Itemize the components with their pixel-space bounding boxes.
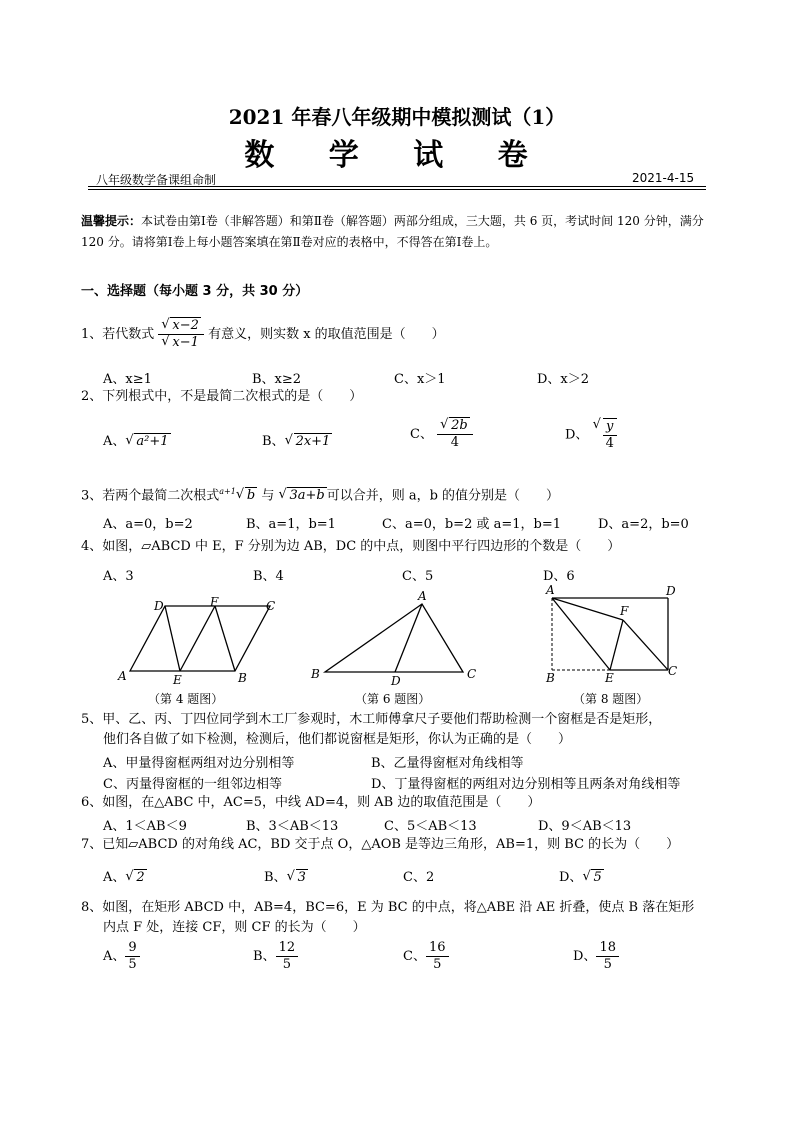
question-3 [81,482,559,506]
question-2: 2、下列根式中，不是最简二次根式的是（ ） [81,389,363,404]
q8-option-d-label: D、 [573,949,597,964]
q2-option-d-label: D、 [565,427,589,443]
q5-option-b: B、乙量得窗框对角线相等 [371,756,524,771]
q1-denominator: x−1 [172,335,199,350]
q3-root-index: a+1 [219,487,236,496]
q8-option-a-den: 5 [128,957,137,972]
fig4-label-d: D [154,599,164,613]
q7-option-d-radicand: 5 [593,870,602,885]
fig8-label-e: E [605,671,614,685]
q8-option-b-num: 12 [276,940,299,957]
q8-option-b-label: B、 [253,949,276,964]
q4-option-a: A、3 [103,569,134,584]
q3-option-d: D、a=2，b=0 [598,517,689,532]
fig4-label-a: A [118,669,127,683]
q6-option-d: D、9＜AB＜13 [538,819,632,834]
q1-suffix: 有意义，则实数 x 的取值范围是（ ） [208,327,445,342]
q7-option-b [264,866,308,885]
notice-text: 本试卷由第Ⅰ卷（非解答题）和第Ⅱ卷（解答题）两部分组成，三大题，共 6 页，考试时间 120 分钟，满分 120 分。请将第Ⅰ卷上每小题答案填在第Ⅱ卷对应的表格中，不得答在第Ⅰ卷上。 [81,214,704,249]
q8-option-a [103,940,140,973]
exam-subtitle: 数 学 试 卷 [244,138,550,173]
fig4-label-c: C [266,599,276,613]
fig6-caption: （第 6 题图） [355,692,431,706]
exam-title: 2021 年春八年级期中模拟测试（1） [228,105,566,129]
q1-option-a: A、x≥1 [103,372,152,387]
figure-6 [305,586,485,686]
notice-label: 温馨提示： [81,214,142,228]
q1-fraction [158,318,204,351]
fig4-label-f: F [210,596,219,609]
question-6: 6、如图，在△ABC 中，AC=5，中线 AD=4，则 AB 边的取值范围是（ ） [81,795,541,810]
fig4-caption: （第 4 题图） [148,692,224,706]
question-5-line1: 5、甲、乙、丙、丁四位同学到木工厂参观时，木工师傅拿尺子要他们帮助检测一个窗框是否是矩形， [81,712,662,727]
fig6-label-b: B [311,667,320,681]
q2-option-a [103,430,171,449]
q2-option-a-radicand: a²+1 [136,434,169,449]
q7-option-b-label: B、 [264,870,287,885]
q8-option-c-num: 16 [426,940,449,957]
q8-option-c-den: 5 [433,957,442,972]
q7-option-a-radicand: 2 [136,870,145,885]
q2-option-c-numerator: 2b [451,418,468,433]
q1-prefix: 1、若代数式 [81,327,155,342]
q2-option-b-radicand: 2x+1 [295,434,331,449]
q6-option-b: B、3＜AB＜13 [246,819,339,834]
author-note: 八年级数学备课组命制 [96,173,217,187]
q2-option-c-label: C、 [410,427,433,442]
q8-option-b [253,940,298,973]
fig6-label-d: D [391,674,401,686]
fig8-label-f: F [620,604,629,618]
q3-option-a: A、a=0，b=2 [103,517,193,532]
q3-suffix: 可以合并，则 a，b 的值分别是（ ） [326,488,560,504]
q2-option-a-label: A、 [103,434,126,449]
q8-option-c-label: C、 [403,949,426,964]
q2-option-b-label: B、 [262,434,285,449]
q7-option-c: C、2 [403,870,435,885]
q2-option-d-numerator: √ y [603,419,617,436]
fig4-label-b: B [238,671,247,685]
q1-option-d: D、x＞2 [537,372,590,387]
header-rule-top [88,186,706,187]
q7-option-a [103,866,147,885]
q3-option-c: C、a=0，b=2 或 a=1，b=1 [382,517,562,532]
q6-option-c: C、5＜AB＜13 [384,819,477,834]
q3-root1: b [246,488,256,504]
q5-option-d: D、丁量得窗框的两组对边分别相等且两条对角线相等 [371,777,681,792]
fig8-label-c: C [668,664,678,678]
q2-option-d [565,418,617,452]
q3-prefix: 3、若两个最简二次根式 [81,488,220,504]
q2-option-c [410,418,473,451]
q8-option-a-label: A、 [103,949,126,964]
fig4-label-e: E [173,673,182,686]
q8-option-d [573,940,619,973]
question-4: 4、如图，▱ABCD 中 E，F 分别为边 AB，DC 的中点，则图中平行四边形的个数是（ ） [81,539,621,554]
question-7: 7、已知▱ABCD 的对角线 AC，BD 交于点 O，△AOB 是等边三角形，AB=1，则 BC 的长为（ ） [81,837,680,852]
q3-option-b: B、a=1，b=1 [246,517,336,532]
section-title: 一、选择题（每小题 3 分，共 30 分） [81,284,309,299]
question-1 [81,318,445,351]
q5-option-c: C、丙量得窗框的一组邻边相等 [103,777,282,792]
q7-option-d-label: D、 [559,870,583,885]
q8-option-b-den: 5 [282,957,291,972]
q4-option-b: B、4 [253,569,284,584]
fig8-label-a: A [546,583,555,597]
q1-option-c: C、x＞1 [394,372,446,387]
question-5-line2: 他们各自做了如下检测，检测后，他们都说窗框是矩形，你认为正确的是（ ） [103,732,572,747]
q1-numerator: x−2 [172,318,199,333]
q8-option-c [403,940,449,973]
q6-option-a: A、1＜AB＜9 [103,819,187,834]
q5-option-a: A、甲量得窗框两组对边分别相等 [103,756,295,771]
question-8-line2: 内点 F 处，连接 CF，则 CF 的长为（ ） [103,920,366,935]
fig6-label-c: C [467,667,477,681]
q3-middle: 与 [261,488,275,504]
header-rule-bottom [88,189,706,190]
q2-option-d-denominator: 4 [605,436,614,451]
exam-date: 2021-4-15 [632,171,695,185]
fig8-label-d: D [666,584,676,598]
q4-option-c: C、5 [402,569,434,584]
fig8-label-b: B [546,671,555,685]
q2-option-c-denominator: 4 [450,435,460,450]
figure-4 [110,596,290,686]
q8-option-d-num: 18 [596,940,619,957]
q3-root2: 3a+b [289,488,325,504]
question-8-line1: 8、如图，在矩形 ABCD 中，AB=4，BC=6，E 为 BC 的中点，将△ABE 沿 AE 折叠，使点 B 落在矩形 [81,900,695,915]
q8-option-a-num: 9 [125,940,139,957]
q7-option-d [559,866,604,885]
figure-8 [540,582,690,688]
q7-option-b-radicand: 3 [297,870,306,885]
q8-option-d-den: 5 [603,957,612,972]
q2-option-b [262,430,332,449]
q1-option-b: B、x≥2 [252,372,302,387]
notice [81,211,711,253]
fig8-caption: （第 8 题图） [573,692,649,706]
q4-option-d: D、6 [543,569,575,584]
q7-option-a-label: A、 [103,870,126,885]
fig6-label-a: A [418,589,427,603]
